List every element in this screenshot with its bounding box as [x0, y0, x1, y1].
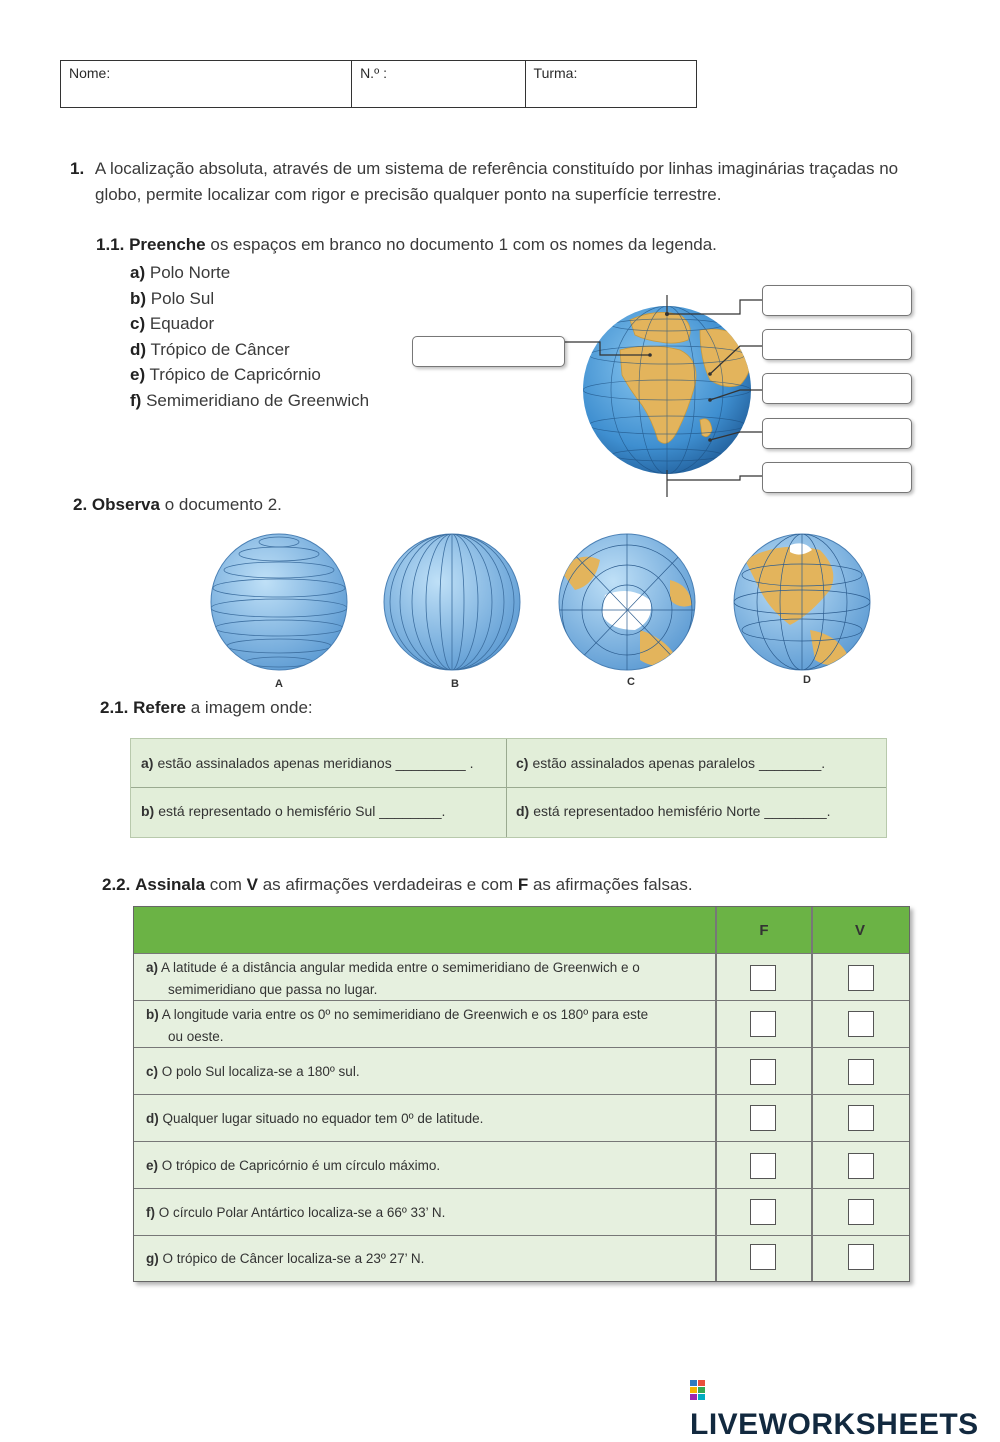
question-2-2-text-post: as afirmações falsas.: [532, 875, 693, 894]
checkbox-v-d[interactable]: [848, 1105, 874, 1131]
globe-label-d: D: [803, 674, 811, 686]
question-2-1: [100, 695, 313, 721]
globe-answer-box-5[interactable]: [762, 462, 912, 493]
column-divider: [715, 907, 717, 1281]
globe-answer-box-4[interactable]: [762, 418, 912, 449]
checkbox-f-f[interactable]: [750, 1199, 776, 1225]
checkbox-v-e[interactable]: [848, 1153, 874, 1179]
statement-c: c) O polo Sul localiza-se a 180º sul.: [146, 1063, 360, 1079]
cell-a: a) estão assinalados apenas meridianos _________ .: [141, 755, 474, 771]
checkbox-f-g[interactable]: [750, 1244, 776, 1270]
column-f-header: F: [759, 921, 769, 939]
statement-e: e) O trópico de Capricórnio é um círculo máximo.: [146, 1157, 441, 1173]
cell-b: b) está representado o hemisfério Sul ________.: [141, 803, 446, 819]
globe-a-parallels: [211, 534, 347, 670]
globe-answer-box-2[interactable]: [762, 329, 912, 360]
table-row: [134, 1141, 909, 1189]
checkbox-f-a[interactable]: [750, 965, 776, 991]
checkbox-v-c[interactable]: [848, 1059, 874, 1085]
checkbox-v-b[interactable]: [848, 1011, 874, 1037]
cell-d: d) está representadoo hemisfério Norte ________.: [516, 803, 831, 819]
question-1-1-text: os espaços em branco no documento 1 com os nomes da legenda.: [210, 235, 717, 254]
question-2: [73, 492, 282, 518]
table-row: [134, 1047, 909, 1095]
question-1-1: [96, 232, 717, 258]
table-row: [134, 1235, 909, 1281]
globe-answer-box-1[interactable]: [762, 285, 912, 316]
statement-g: g) O trópico de Câncer localiza-se a 23º 27’ N.: [146, 1250, 425, 1266]
legend-item: d) Trópico de Câncer: [130, 339, 290, 359]
number-cell[interactable]: [352, 61, 525, 107]
checkbox-v-g[interactable]: [848, 1244, 874, 1270]
question-2-2-f: F: [517, 875, 529, 894]
column-divider: [811, 907, 813, 1281]
true-false-table: [133, 906, 910, 1282]
legend-list: [130, 260, 369, 413]
question-1-line2: globo, permite localizar com rigor e precisão qualquer ponto na superfície terrestre.: [95, 185, 722, 204]
question-1-1-verb: Preenche: [129, 235, 206, 254]
column-divider: [506, 739, 507, 837]
document-2-globes: [200, 530, 880, 680]
statement-a: a) A latitude é a distância angular medida entre o semimeridiano de Greenwich e o semimeridiano que passa no lugar.: [146, 959, 640, 997]
liveworksheets-mark-icon: [690, 1378, 714, 1402]
class-label: Turma:: [533, 65, 578, 81]
globe-c-south: [550, 530, 700, 680]
statement-b: b) A longitude varia entre os 0º no semimeridiano de Greenwich e os 180º para este ou oeste.: [146, 1006, 649, 1044]
table-2-1: [130, 738, 887, 838]
checkbox-f-d[interactable]: [750, 1105, 776, 1131]
question-2-2-text-pre: com: [209, 875, 242, 894]
student-info-table: [60, 60, 697, 108]
globe-answer-box-3[interactable]: [762, 373, 912, 404]
table-row: [131, 739, 886, 788]
name-cell[interactable]: [61, 61, 352, 107]
table-row: [131, 787, 886, 835]
legend-item: a) Polo Norte: [130, 263, 231, 282]
question-2-2: [102, 872, 693, 898]
question-2-1-verb: Refere: [133, 698, 187, 717]
question-1: [70, 156, 950, 208]
question-2-2-number: 2.2.: [102, 875, 131, 894]
table-row: [134, 953, 909, 1001]
globe-d-north: [734, 534, 870, 670]
name-label: Nome:: [69, 65, 111, 81]
liveworksheets-logo: LIVEWORKSHEETS: [690, 1374, 1000, 1442]
question-2-2-verb: Assinala: [135, 875, 206, 894]
number-label: N.º :: [360, 65, 387, 81]
class-cell[interactable]: [526, 61, 696, 107]
table-row: [134, 1094, 909, 1142]
checkbox-v-f[interactable]: [848, 1199, 874, 1225]
question-1-line1: A localização absoluta, através de um sistema de referência constituído por linhas imaginárias traçadas no: [94, 159, 899, 178]
question-1-number: 1.: [70, 159, 85, 178]
checkbox-f-e[interactable]: [750, 1153, 776, 1179]
question-1-1-number: 1.1.: [96, 235, 125, 254]
checkbox-v-a[interactable]: [848, 965, 874, 991]
checkbox-f-b[interactable]: [750, 1011, 776, 1037]
legend-item: e) Trópico de Capricórnio: [130, 365, 321, 384]
checkbox-f-c[interactable]: [750, 1059, 776, 1085]
legend-item: c) Equador: [130, 314, 215, 333]
question-2-1-number: 2.1.: [100, 698, 129, 717]
question-2-verb: Observa: [91, 495, 160, 514]
column-v-header: V: [854, 921, 865, 939]
question-2-2-v: V: [246, 875, 258, 894]
label-connectors: [560, 280, 770, 500]
legend-item: f) Semimeridiano de Greenwich: [130, 390, 370, 410]
question-2-2-text-mid: as afirmações verdadeiras e com: [262, 875, 514, 894]
cell-c: c) estão assinalados apenas paralelos ________.: [516, 755, 826, 771]
table-row: [134, 1188, 909, 1236]
table-header: [134, 907, 909, 953]
question-2-1-text: a imagem onde:: [190, 698, 313, 717]
question-2-number: 2.: [73, 495, 88, 514]
globe-label-c: C: [627, 676, 635, 688]
globe-answer-box-left[interactable]: [412, 336, 565, 367]
question-2-text: o documento 2.: [164, 495, 282, 514]
legend-item: b) Polo Sul: [130, 288, 215, 308]
globe-label-b: B: [451, 678, 459, 690]
globe-label-a: A: [275, 678, 283, 690]
globe-b-meridians: [384, 534, 520, 670]
statement-f: f) O círculo Polar Antártico localiza-se a 66º 33’ N.: [146, 1204, 446, 1220]
table-row: [134, 1000, 909, 1048]
statement-d: d) Qualquer lugar situado no equador tem 0º de latitude.: [146, 1110, 484, 1126]
